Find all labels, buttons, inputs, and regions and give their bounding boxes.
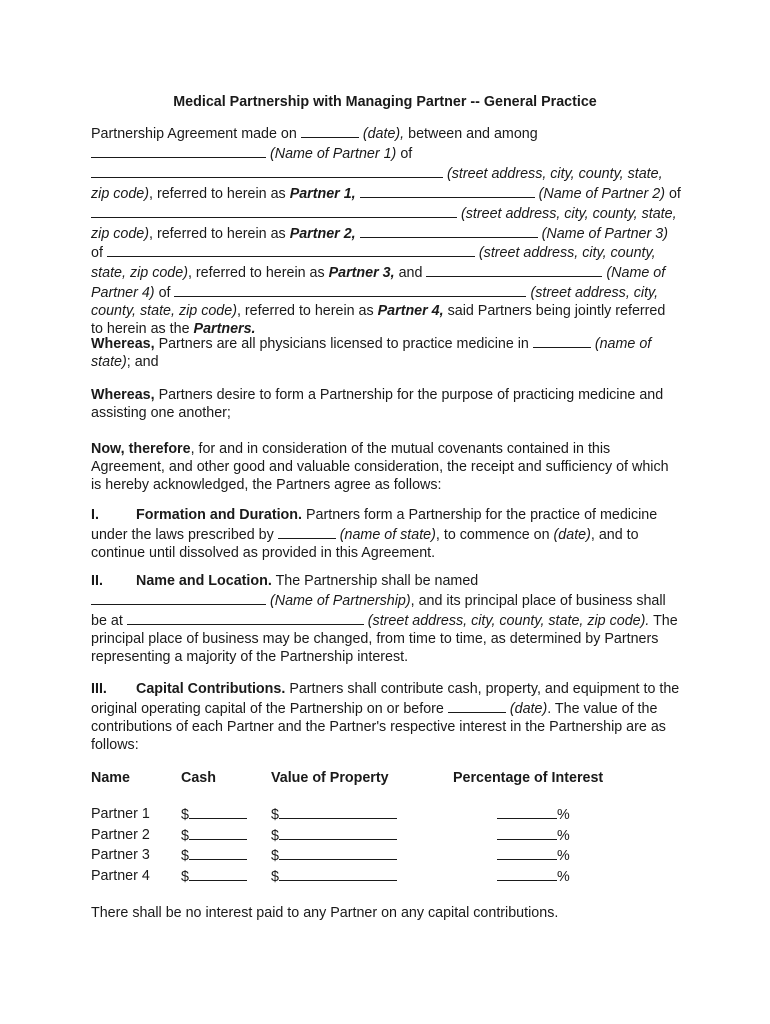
cash-blank[interactable]: [189, 867, 247, 881]
formation-state-blank[interactable]: [278, 525, 336, 539]
partner3-address-blank[interactable]: [107, 243, 475, 257]
intro-paragraph: Partnership Agreement made on (date), between and among (Name of Partner 1) of (street address, city, county, state, zip code), referred to herein as Partner 1, (Name of Partner 2) of (street address, city, county, state, zip code), referred to herein as Partner 2, (Name of Partner 3) of (street address, city, county, state, zip code), referred to herein as Partner 3, and (Name of Partner 4) of (street address, city, county, state, zip code), referred to herein as Partner 4, said Partners being jointly referred to herein as the Partners.: [91, 126, 681, 338]
table-row: Partner 1 $ $ %: [91, 806, 570, 823]
now-therefore-paragraph: Now, therefore, for and in consideration of the mutual covenants contained in this Agreement, and other good and valuable consideration, the receipt and sufficiency of which is hereby acknowledged, the Partners agree as follows:: [91, 441, 669, 493]
header-name: Name: [91, 770, 130, 786]
cash-blank[interactable]: [189, 846, 247, 860]
property-blank[interactable]: [279, 826, 397, 840]
cash-blank[interactable]: [189, 826, 247, 840]
header-cash: Cash: [181, 770, 216, 786]
whereas-paragraph-1: Whereas, Partners are all physicians licensed to practice medicine in (name of state); and: [91, 336, 652, 370]
property-blank[interactable]: [279, 846, 397, 860]
header-property: Value of Property: [271, 770, 389, 786]
section-capital: III. Capital Contributions. Partners shall contribute cash, property, and equipment to the original operating capital of the Partnership on or before (date). The value of the contributions of each Partner and the Partner's respective interest in the Partnership are as follows:: [91, 681, 680, 753]
partner4-name-blank[interactable]: [426, 263, 602, 277]
table-row: Partner 4 $ $ %: [91, 868, 570, 885]
contribution-date-blank[interactable]: [448, 699, 506, 713]
date-blank[interactable]: [301, 124, 359, 138]
partnership-name-blank[interactable]: [91, 591, 266, 605]
whereas-paragraph-2: Whereas, Partners desire to form a Partnership for the purpose of practicing medicine and assisting one another;: [91, 387, 664, 421]
property-blank[interactable]: [279, 867, 397, 881]
state-blank[interactable]: [533, 334, 591, 348]
percentage-blank[interactable]: [497, 846, 557, 860]
closing-sentence: There shall be no interest paid to any Partner on any capital contributions.: [91, 905, 559, 921]
percentage-blank[interactable]: [497, 867, 557, 881]
section-name-location: II. Name and Location. The Partnership shall be named (Name of Partnership), and its principal place of business shall be at (street address, city, county, state, zip code). The principal place of business may be changed, from time to time, as determined by Partners representing a majority of the Partnership interest.: [91, 573, 678, 665]
partner1-name-blank[interactable]: [91, 144, 266, 158]
cash-blank[interactable]: [189, 805, 247, 819]
partner4-address-blank[interactable]: [174, 283, 526, 297]
property-blank[interactable]: [279, 805, 397, 819]
partner1-address-blank[interactable]: [91, 164, 443, 178]
percentage-blank[interactable]: [497, 826, 557, 840]
table-row: Partner 2 $ $ %: [91, 827, 570, 844]
partner2-address-blank[interactable]: [91, 204, 457, 218]
partner3-name-blank[interactable]: [360, 224, 538, 238]
section-formation: I. Formation and Duration. Partners form a Partnership for the practice of medicine under the laws prescribed by (name of state), to commence on (date), and to continue until dissolved as provided in this Agreement.: [91, 507, 658, 561]
partner2-name-blank[interactable]: [360, 184, 535, 198]
document-title: Medical Partnership with Managing Partner -- General Practice: [173, 94, 597, 110]
header-percentage: Percentage of Interest: [453, 770, 604, 786]
percentage-blank[interactable]: [497, 805, 557, 819]
business-address-blank[interactable]: [127, 611, 364, 625]
table-header: [91, 769, 681, 787]
table-row: Partner 3 $ $ %: [91, 847, 570, 864]
